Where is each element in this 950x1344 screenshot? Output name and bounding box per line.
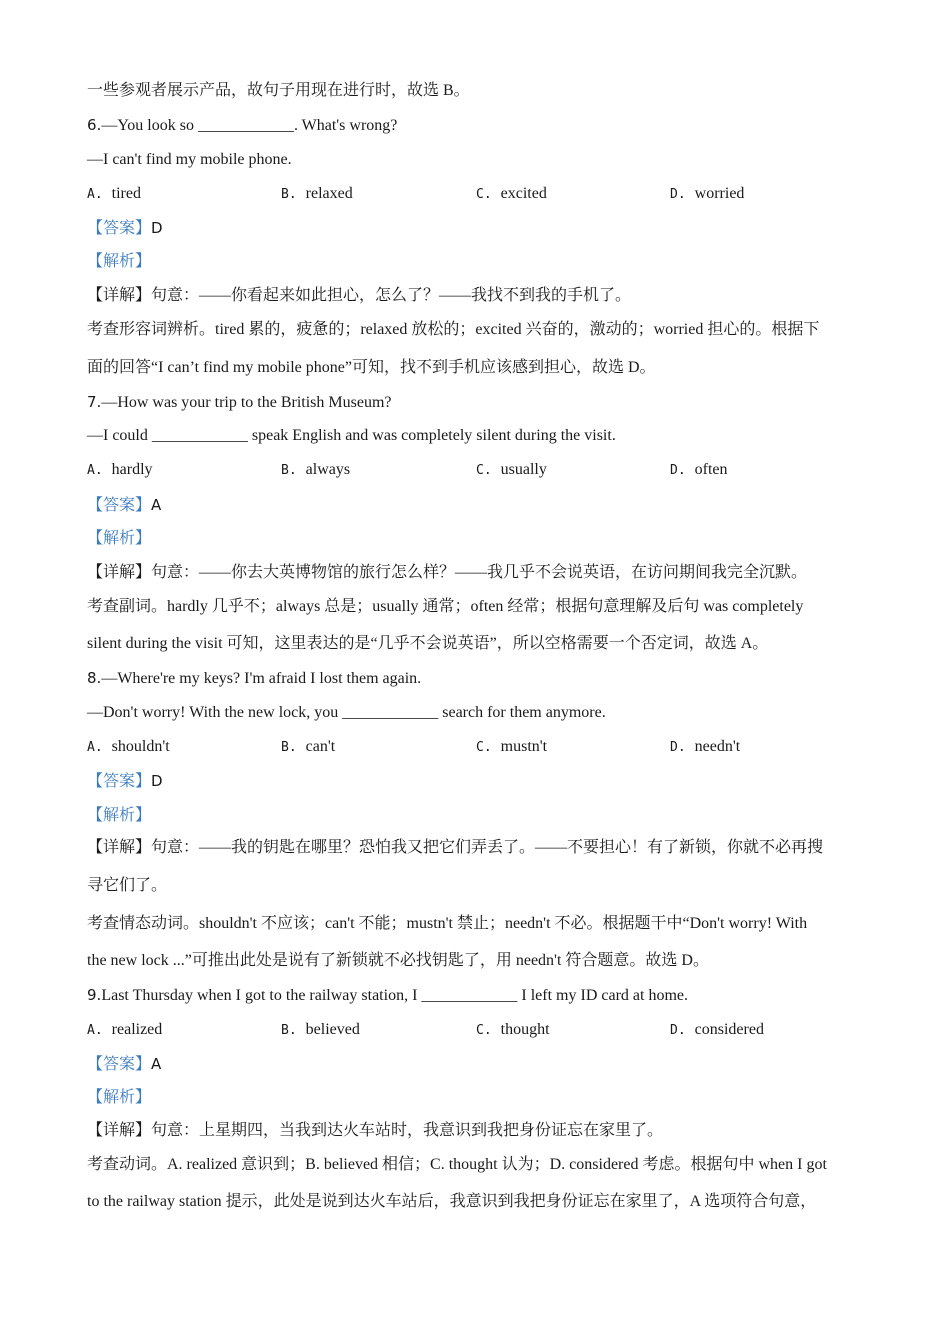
option-a [87, 460, 153, 481]
option-text: hardly [111, 461, 153, 478]
detail-text: 句意：——我的钥匙在哪里？恐怕我又把它们弄丢了。——不要担心！有了新锁，你就不必再搜 [151, 839, 824, 856]
option-text: often [694, 461, 728, 478]
detail-label: 【详解】 [87, 1122, 152, 1139]
option-letter: C. [476, 740, 492, 755]
detail-text: 句意：——你看起来如此担心，怎么了？——我找不到我的手机了。 [151, 287, 632, 304]
option-text: needn't [694, 738, 741, 755]
question-6-stem [87, 115, 872, 136]
option-b [281, 737, 335, 758]
question-8-reply: —Don't worry! With the new lock, you ____________ search for them anymore. [87, 704, 606, 721]
explanation-line: 面的回答“I can’t find my mobile phone”可知，找不到手机应该感到担心，故选 D。 [87, 359, 656, 376]
answer-line [87, 1054, 872, 1075]
option-c [476, 460, 547, 481]
question-number: 7. [87, 393, 102, 411]
option-b [281, 460, 350, 481]
option-letter: A. [87, 1023, 103, 1038]
question-line: —How was your trip to the British Museum? [101, 394, 392, 411]
question-number: 8. [87, 669, 102, 687]
option-text: always [305, 461, 351, 478]
option-letter: A. [87, 187, 103, 202]
option-text: tired [111, 185, 141, 202]
option-d [670, 737, 740, 758]
option-d [670, 460, 728, 481]
answer-line [87, 771, 872, 792]
option-letter: D. [670, 463, 686, 478]
option-c [476, 184, 547, 205]
question-6-reply: —I can't find my mobile phone. [87, 151, 292, 168]
option-text: thought [500, 1021, 550, 1038]
option-letter: C. [476, 187, 492, 202]
question-9-stem [87, 985, 872, 1006]
option-a [87, 737, 170, 758]
analysis-label: 【解析】 [87, 1089, 152, 1106]
detail-line [87, 838, 872, 858]
option-letter: C. [476, 463, 492, 478]
option-text: mustn't [500, 738, 548, 755]
answer-value: D [151, 772, 163, 790]
option-text: excited [500, 185, 547, 202]
answer-line [87, 218, 872, 239]
option-text: shouldn't [111, 738, 170, 755]
explanation-line: 考查副词。hardly 几乎不；always 总是；usually 通常；often 经常；根据句意理解及后句 was completely [87, 598, 804, 615]
option-a [87, 1020, 162, 1041]
answer-label: 【答案】 [87, 497, 152, 514]
question-7-stem [87, 392, 872, 413]
option-letter: D. [670, 187, 686, 202]
question-line: —You look so ____________. What's wrong? [101, 117, 398, 134]
detail-line [87, 286, 872, 306]
question-8-stem [87, 668, 872, 689]
option-letter: B. [281, 463, 297, 478]
option-c [476, 737, 547, 758]
option-letter: A. [87, 463, 103, 478]
analysis-label: 【解析】 [87, 807, 152, 824]
option-text: considered [694, 1021, 764, 1038]
question-line: Last Thursday when I got to the railway station, I ____________ I left my ID card at home. [101, 987, 688, 1004]
answer-value: D [151, 219, 163, 237]
option-letter: C. [476, 1023, 492, 1038]
explanation-line: 考查形容词辨析。tired 累的，疲惫的；relaxed 放松的；excited 兴奋的，激动的；worried 担心的。根据下 [87, 321, 820, 338]
option-b [281, 1020, 360, 1041]
detail-label: 【详解】 [87, 839, 152, 856]
question-7-reply: —I could ____________ speak English and was completely silent during the visit. [87, 427, 616, 444]
answer-label: 【答案】 [87, 1056, 152, 1073]
detail-text: 句意：——你去大英博物馆的旅行怎么样？——我几乎不会说英语，在访问期间我完全沉默。 [151, 564, 808, 581]
option-letter: B. [281, 187, 297, 202]
analysis-label: 【解析】 [87, 530, 152, 547]
option-text: believed [305, 1021, 360, 1038]
explanation-line: 考查情态动词。shouldn't 不应该；can't 不能；mustn't 禁止；needn't 不必。根据题干中“Don't worry! With [87, 915, 808, 932]
question-line: —Where're my keys? I'm afraid I lost them again. [101, 670, 422, 687]
option-d [670, 184, 744, 205]
option-b [281, 184, 353, 205]
option-letter: D. [670, 740, 686, 755]
option-letter: B. [281, 1023, 297, 1038]
answer-label: 【答案】 [87, 773, 152, 790]
detail-line-continued: 寻它们了。 [87, 877, 168, 894]
detail-label: 【详解】 [87, 564, 152, 581]
question-number: 9. [87, 986, 102, 1004]
option-letter: D. [670, 1023, 686, 1038]
option-text: usually [500, 461, 547, 478]
answer-value: A [151, 496, 162, 514]
explanation-line: the new lock ...”可推出此处是说有了新锁就不必找钥匙了，用 needn't 符合题意。故选 D。 [87, 952, 709, 969]
answer-value: A [151, 1055, 162, 1073]
option-text: can't [305, 738, 336, 755]
option-letter: A. [87, 740, 103, 755]
explanation-line: 考查动词。A. realized 意识到；B. believed 相信；C. thought 认为；D. considered 考虑。根据句中 when I got [87, 1156, 827, 1173]
option-text: realized [111, 1021, 163, 1038]
option-letter: B. [281, 740, 297, 755]
intro-line: 一些参观者展示产品，故句子用现在进行时，故选 B。 [87, 82, 470, 99]
question-number: 6. [87, 116, 102, 134]
explanation-line: silent during the visit 可知，这里表达的是“几乎不会说英语”，所以空格需要一个否定词，故选 A。 [87, 635, 769, 652]
option-c [476, 1020, 550, 1041]
option-a [87, 184, 141, 205]
analysis-label: 【解析】 [87, 253, 152, 270]
option-text: relaxed [305, 185, 353, 202]
option-d [670, 1020, 764, 1041]
answer-label: 【答案】 [87, 220, 152, 237]
detail-label: 【详解】 [87, 287, 152, 304]
option-text: worried [694, 185, 745, 202]
detail-text: 句意：上星期四，当我到达火车站时，我意识到我把身份证忘在家里了。 [151, 1122, 664, 1139]
explanation-line: to the railway station 提示，此处是说到达火车站后，我意识到我把身份证忘在家里了，A 选项符合句意， [87, 1193, 817, 1210]
detail-line [87, 1121, 872, 1141]
answer-line [87, 495, 872, 516]
detail-line [87, 563, 872, 583]
